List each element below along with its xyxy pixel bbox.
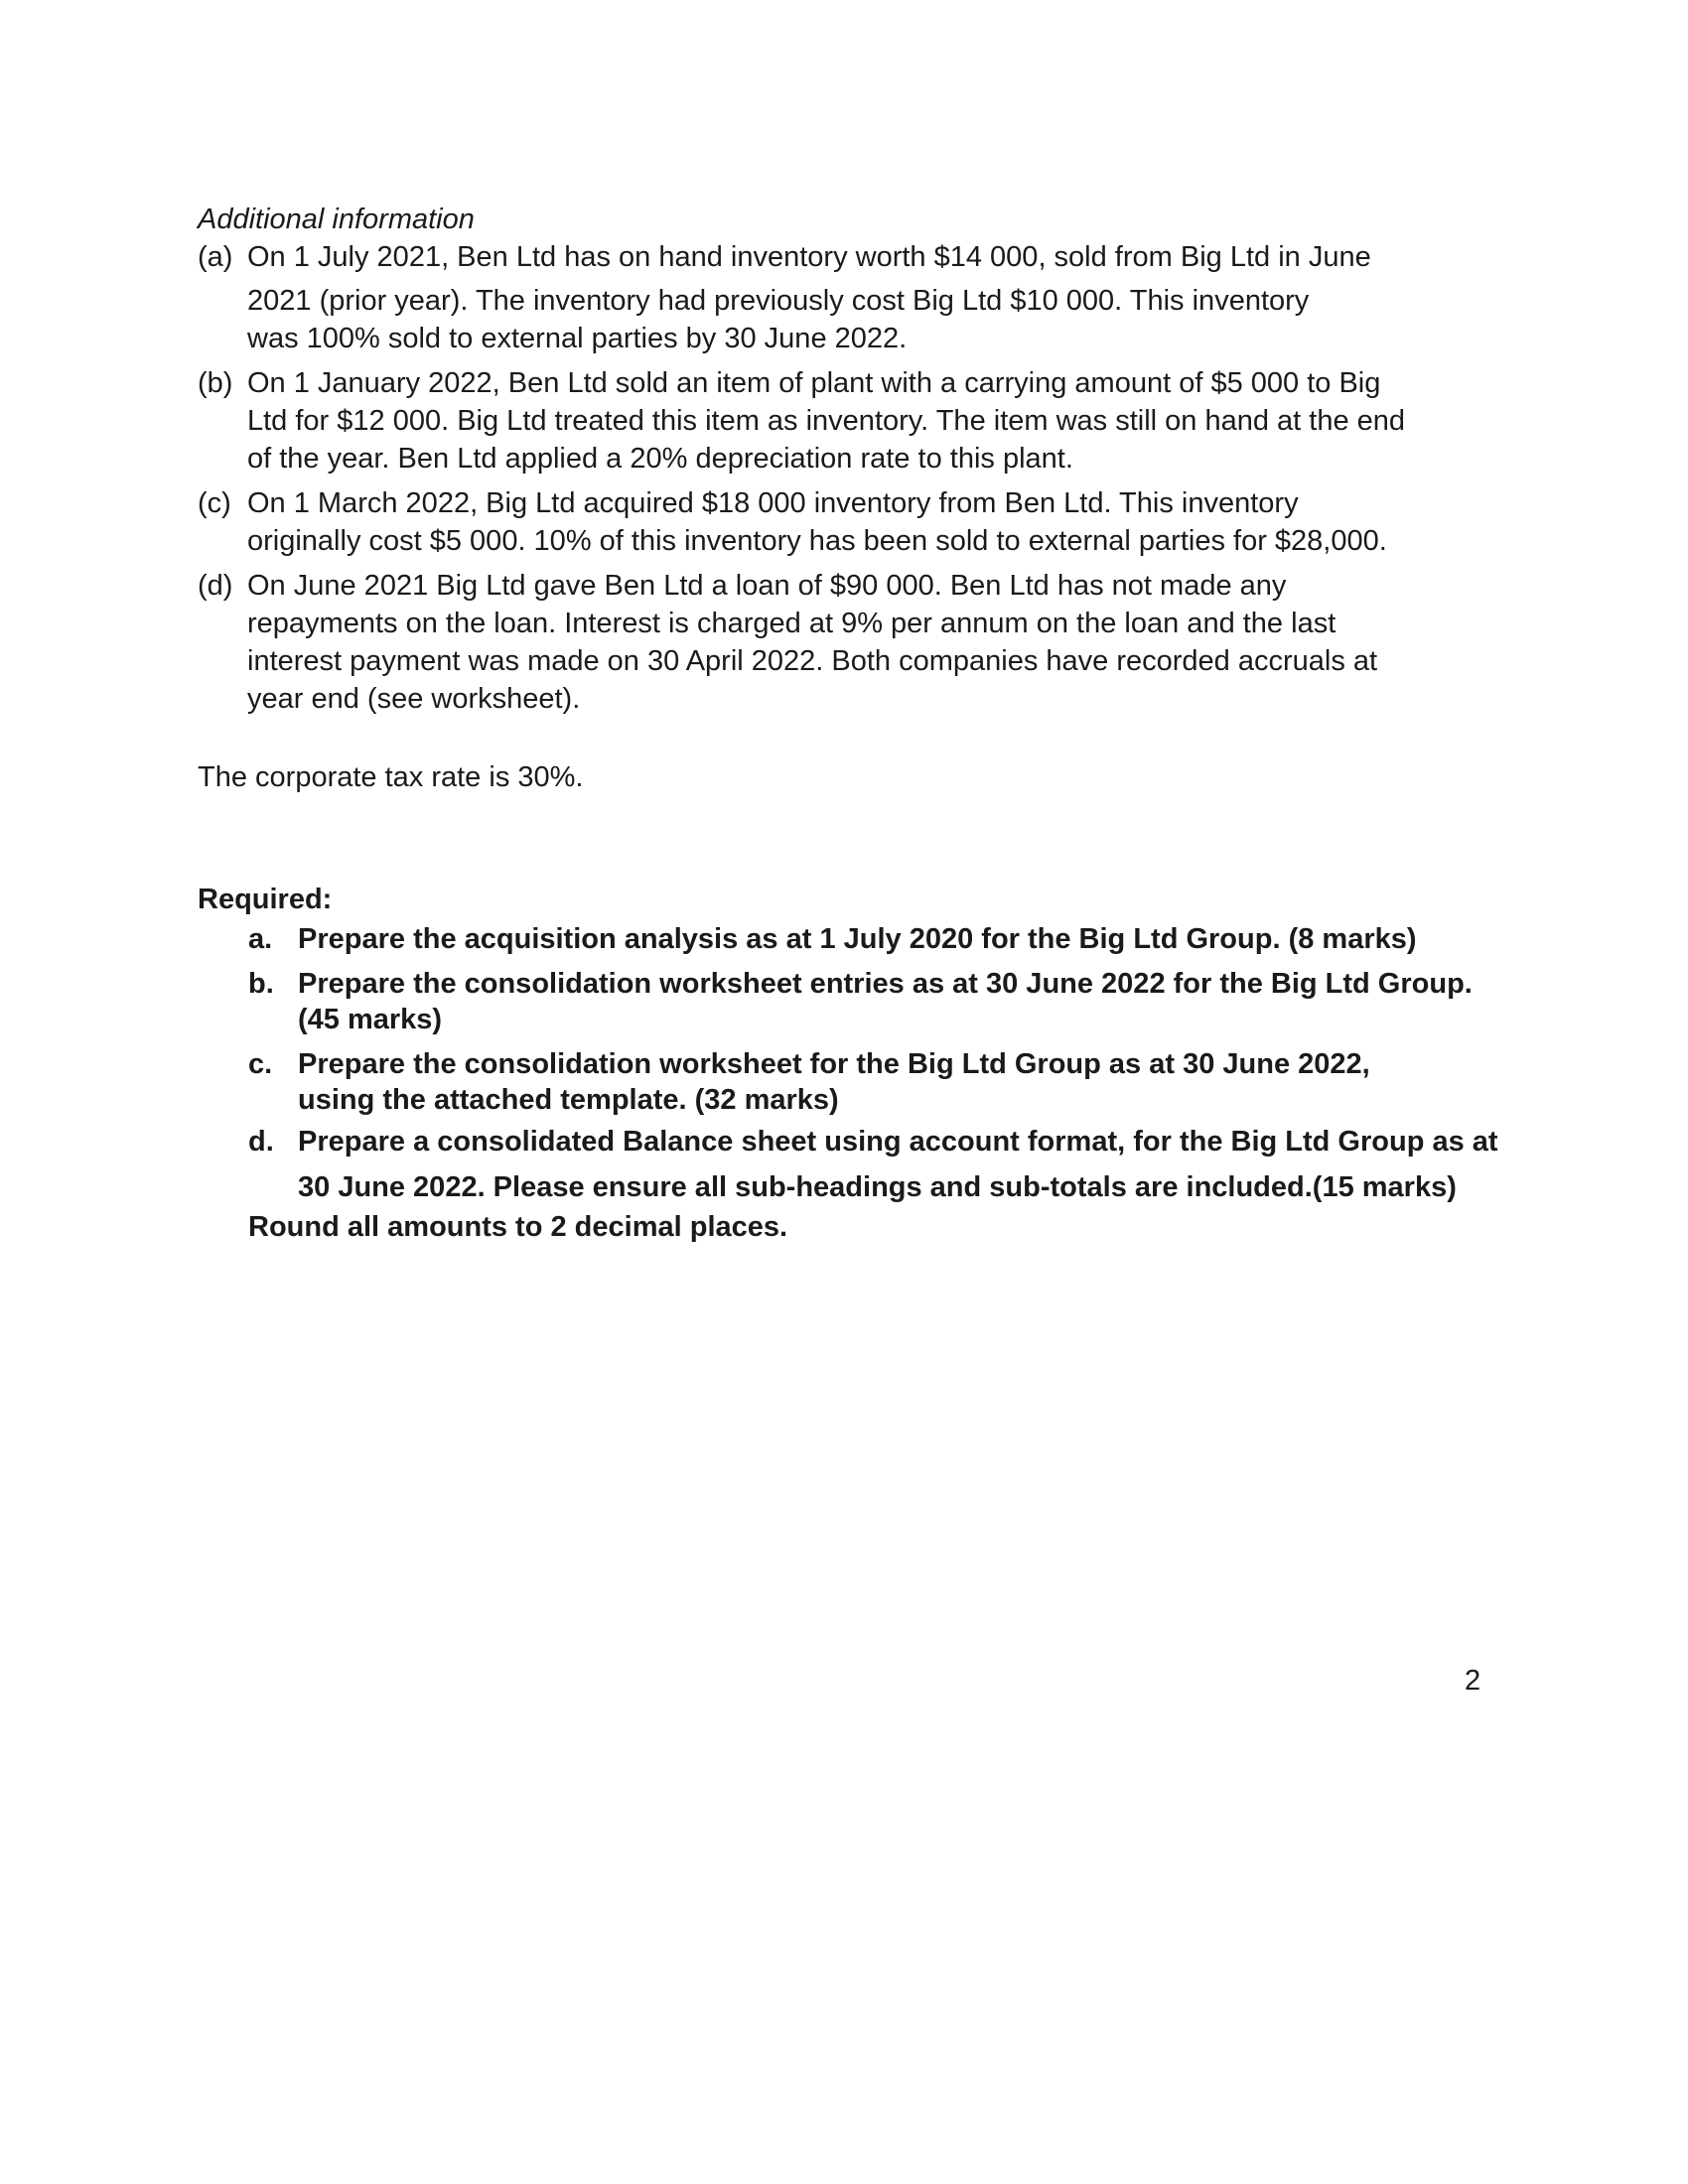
item-marker: (b)	[198, 367, 233, 399]
item-line: On 1 July 2021, Ben Ltd has on hand inventory worth $14 000, sold from Big Ltd in June	[247, 241, 1371, 273]
requirement-line: Prepare the acquisition analysis as at 1 July 2020 for the Big Ltd Group. (8 marks)	[298, 923, 1417, 955]
additional-information-heading: Additional information	[198, 204, 475, 235]
item-marker: (a)	[198, 241, 233, 273]
requirement-marker: b.	[248, 968, 274, 1000]
item-line: year end (see worksheet).	[247, 683, 581, 715]
requirement-line: (45 marks)	[298, 1004, 443, 1035]
requirement-marker: d.	[248, 1126, 274, 1158]
requirement-line: 30 June 2022. Please ensure all sub-headings and sub-totals are included.(15 marks)	[298, 1171, 1457, 1203]
item-marker: (c)	[198, 487, 231, 519]
rounding-instruction: Round all amounts to 2 decimal places.	[248, 1211, 788, 1243]
item-line: repayments on the loan. Interest is charged at 9% per annum on the loan and the last	[247, 608, 1336, 639]
item-line: was 100% sold to external parties by 30 June 2022.	[247, 323, 908, 354]
item-line: On 1 January 2022, Ben Ltd sold an item of plant with a carrying amount of $5 000 to Big	[247, 367, 1381, 399]
item-line: Ltd for $12 000. Big Ltd treated this item as inventory. The item was still on hand at the end	[247, 405, 1406, 437]
tax-rate-note: The corporate tax rate is 30%.	[198, 761, 584, 793]
item-marker: (d)	[198, 570, 233, 602]
requirement-line: Prepare a consolidated Balance sheet using account format, for the Big Ltd Group as at	[298, 1126, 1498, 1158]
item-line: interest payment was made on 30 April 2022. Both companies have recorded accruals at	[247, 645, 1378, 677]
item-line: On June 2021 Big Ltd gave Ben Ltd a loan of $90 000. Ben Ltd has not made any	[247, 570, 1287, 602]
required-heading: Required:	[198, 884, 333, 915]
item-line: originally cost $5 000. 10% of this inventory has been sold to external parties for $28,000.	[247, 525, 1387, 557]
item-line: 2021 (prior year). The inventory had previously cost Big Ltd $10 000. This inventory	[247, 285, 1310, 317]
requirement-line: Prepare the consolidation worksheet for the Big Ltd Group as at 30 June 2022,	[298, 1048, 1370, 1080]
page-number: 2	[1465, 1665, 1481, 1697]
requirement-line: using the attached template. (32 marks)	[298, 1084, 839, 1116]
item-line: On 1 March 2022, Big Ltd acquired $18 000 inventory from Ben Ltd. This inventory	[247, 487, 1299, 519]
requirement-line: Prepare the consolidation worksheet entries as at 30 June 2022 for the Big Ltd Group.	[298, 968, 1473, 1000]
requirement-marker: a.	[248, 923, 273, 955]
requirement-marker: c.	[248, 1048, 273, 1080]
item-line: of the year. Ben Ltd applied a 20% depreciation rate to this plant.	[247, 443, 1073, 475]
